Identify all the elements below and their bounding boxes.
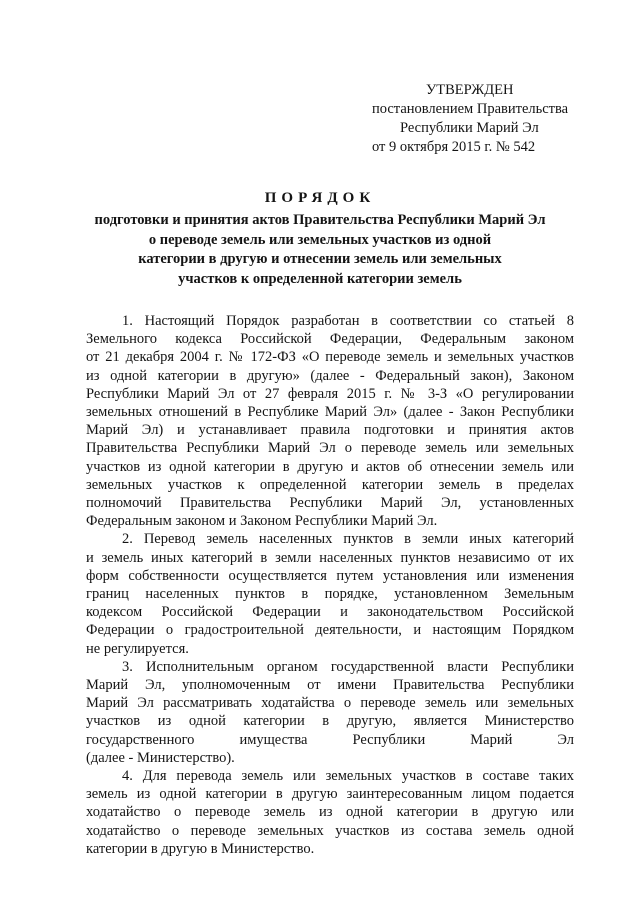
paragraph-line: земельных отношений в Республике Марий Эл» (далее - Закон Республики (86, 404, 574, 421)
approval-stamp (368, 81, 608, 157)
approval-resolution: постановлением Правительства (372, 101, 569, 117)
paragraph-line: земель из одной категории в другую заинтересованным лицом подается (86, 786, 574, 803)
subtitle-line: участков к определенной категории земель (178, 270, 462, 287)
subtitle-line: подготовки и принятия актов Правительства Республики Марий Эл (94, 212, 546, 228)
subtitle-line: категории в другую и отнесении земель или земельных (138, 251, 502, 267)
approval-heading: УТВЕРЖДЕН (426, 82, 514, 98)
paragraph-line: участков из одной категории в другую и актов об отнесении земель или (86, 458, 574, 475)
paragraph-line: Республики Марий Эл от 27 февраля 2015 г. № 3-З «О регулировании (86, 385, 574, 402)
paragraph-4 (86, 767, 574, 858)
paragraph-2 (86, 530, 574, 657)
paragraph-line: (далее - Министерство). (86, 749, 235, 766)
paragraph-line: Земельного кодекса Российской Федерации, Федеральным законом (86, 331, 574, 348)
paragraph-line: государственного имущества Республики Марий Эл (86, 731, 574, 748)
paragraph-line: 1. Настоящий Порядок разработан в соответствии со статьей 8 (122, 313, 574, 329)
document-body (86, 312, 574, 858)
approval-date-number: от 9 октября 2015 г. № 542 (372, 139, 536, 155)
paragraph-line: кодексом Российской Федерации и законодательством Российской (86, 604, 574, 621)
paragraph-line: участков из одной категории в другую, является Министерство (86, 713, 574, 730)
paragraph-line: границ населенных пунктов в порядке, установленном Земельным (86, 586, 574, 603)
paragraph-3 (86, 658, 574, 767)
paragraph-line: полномочий Правительства Республики Марий Эл, установленных (86, 495, 574, 512)
paragraph-line: от 21 декабря 2004 г. № 172-ФЗ «О переводе земель и земельных участков (86, 349, 574, 366)
paragraph-line: Федерации о градостроительной деятельности, и настоящим Порядком (86, 622, 574, 639)
paragraph-line: категории в другую в Министерство. (86, 840, 315, 857)
paragraph-line: из одной категории в другую» (далее - Федеральный закон), Законом (86, 367, 574, 384)
paragraph-line: 4. Для перевода земель или земельных участков в составе таких (122, 768, 574, 785)
paragraph-line: Федеральным законом и Законом Республики Марий Эл. (86, 513, 438, 530)
document-subtitle (80, 211, 560, 289)
paragraph-line: Правительства Республики Марий Эл о переводе земель или земельных (86, 440, 574, 457)
approval-government: Республики Марий Эл (400, 120, 539, 136)
subtitle-line: о переводе земель или земельных участков из одной (148, 231, 492, 248)
paragraph-line: земельных участков к определенной категории земель в пределах (86, 476, 574, 493)
paragraph-line: Марий Эл, уполномоченным от имени Правительства Республики (86, 677, 574, 694)
paragraph-1 (86, 312, 574, 530)
paragraph-line: не регулируется. (86, 640, 189, 657)
paragraph-line: форм собственности осуществляется путем установления или изменения (86, 567, 574, 584)
paragraph-line: и земель иных категорий в земли населенных пунктов независимо от их (86, 549, 574, 566)
paragraph-line: Марий Эл) и устанавливает правила подготовки и принятия актов (86, 422, 574, 439)
paragraph-line: ходатайство о переводе земельных участков из состава земель одной (86, 822, 574, 839)
document-title: ПОРЯДОК (264, 190, 376, 206)
paragraph-line: 3. Исполнительным органом государственной власти Республики (122, 658, 574, 675)
paragraph-line: Марий Эл рассматривать ходатайства о переводе земель или земельных (86, 695, 574, 712)
paragraph-line: ходатайство о переводе земель из одной категории в другую или (86, 804, 574, 821)
paragraph-line: 2. Перевод земель населенных пунктов в земли иных категорий (122, 531, 574, 548)
